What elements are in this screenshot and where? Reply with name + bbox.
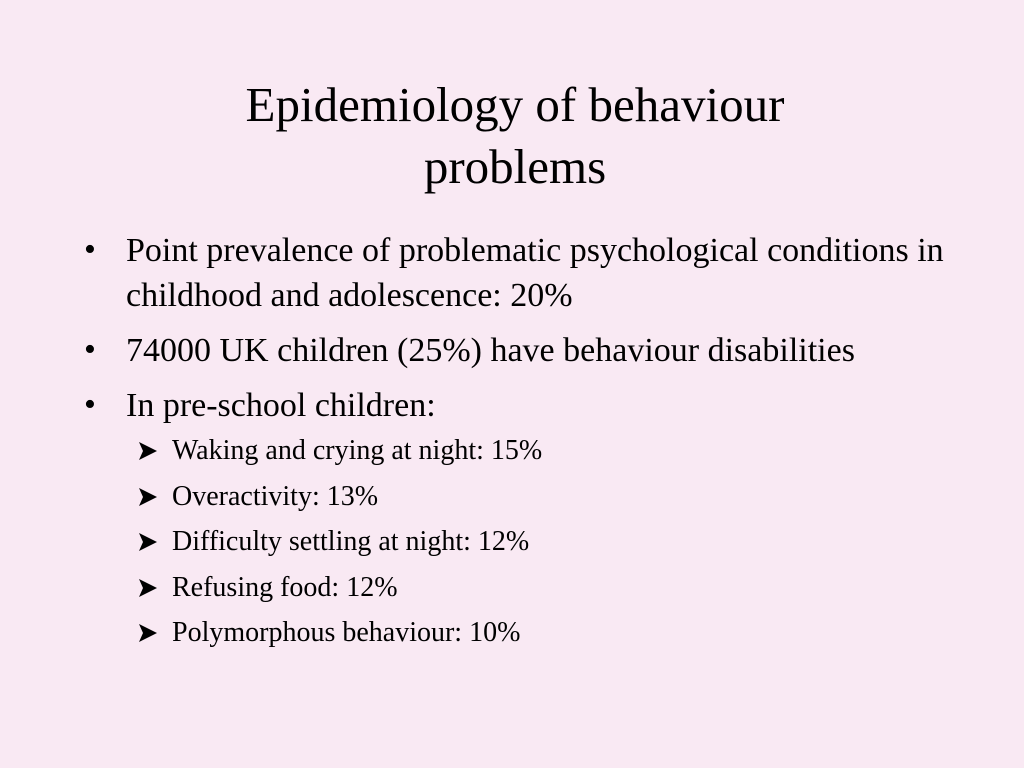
sub-item — [137, 434, 962, 468]
arrowhead-icon — [137, 531, 159, 553]
sub-item — [137, 616, 962, 650]
slide-title — [150, 74, 880, 198]
sub-item — [137, 480, 962, 514]
arrowhead-icon — [137, 577, 159, 599]
bullet-text: In pre-school children: — [126, 387, 436, 424]
sub-item-text: Refusing food: 12% — [172, 571, 398, 603]
title-line-2: problems — [423, 139, 607, 194]
sub-bullet-list — [137, 434, 962, 650]
sub-item-text: Difficulty settling at night: 12% — [172, 526, 530, 557]
sub-item — [137, 525, 962, 559]
arrowhead-icon — [137, 486, 159, 508]
title-line-1: Epidemiology of behaviour — [245, 77, 785, 132]
bullet-dot-icon: • — [84, 331, 96, 368]
sub-item — [137, 571, 962, 605]
sub-item-text: Polymorphous behaviour: 10% — [172, 617, 521, 648]
bullet-list — [82, 228, 962, 662]
arrowhead-icon — [137, 440, 159, 462]
bullet-item-prevalence — [82, 228, 962, 318]
bullet-dot-icon: • — [84, 386, 96, 423]
bullet-text: 74000 UK children (25%) have behaviour disabilities — [126, 332, 855, 369]
sub-item-text: Overactivity: 13% — [172, 480, 379, 512]
bullet-item-preschool — [82, 383, 962, 650]
bullet-dot-icon: • — [84, 231, 96, 268]
arrowhead-icon — [137, 622, 159, 644]
bullet-item-uk-children — [82, 328, 962, 373]
sub-item-text: Waking and crying at night: 15% — [172, 435, 543, 466]
bullet-text: Point prevalence of problematic psychological conditions in childhood and adolescence: 20% — [126, 232, 944, 314]
